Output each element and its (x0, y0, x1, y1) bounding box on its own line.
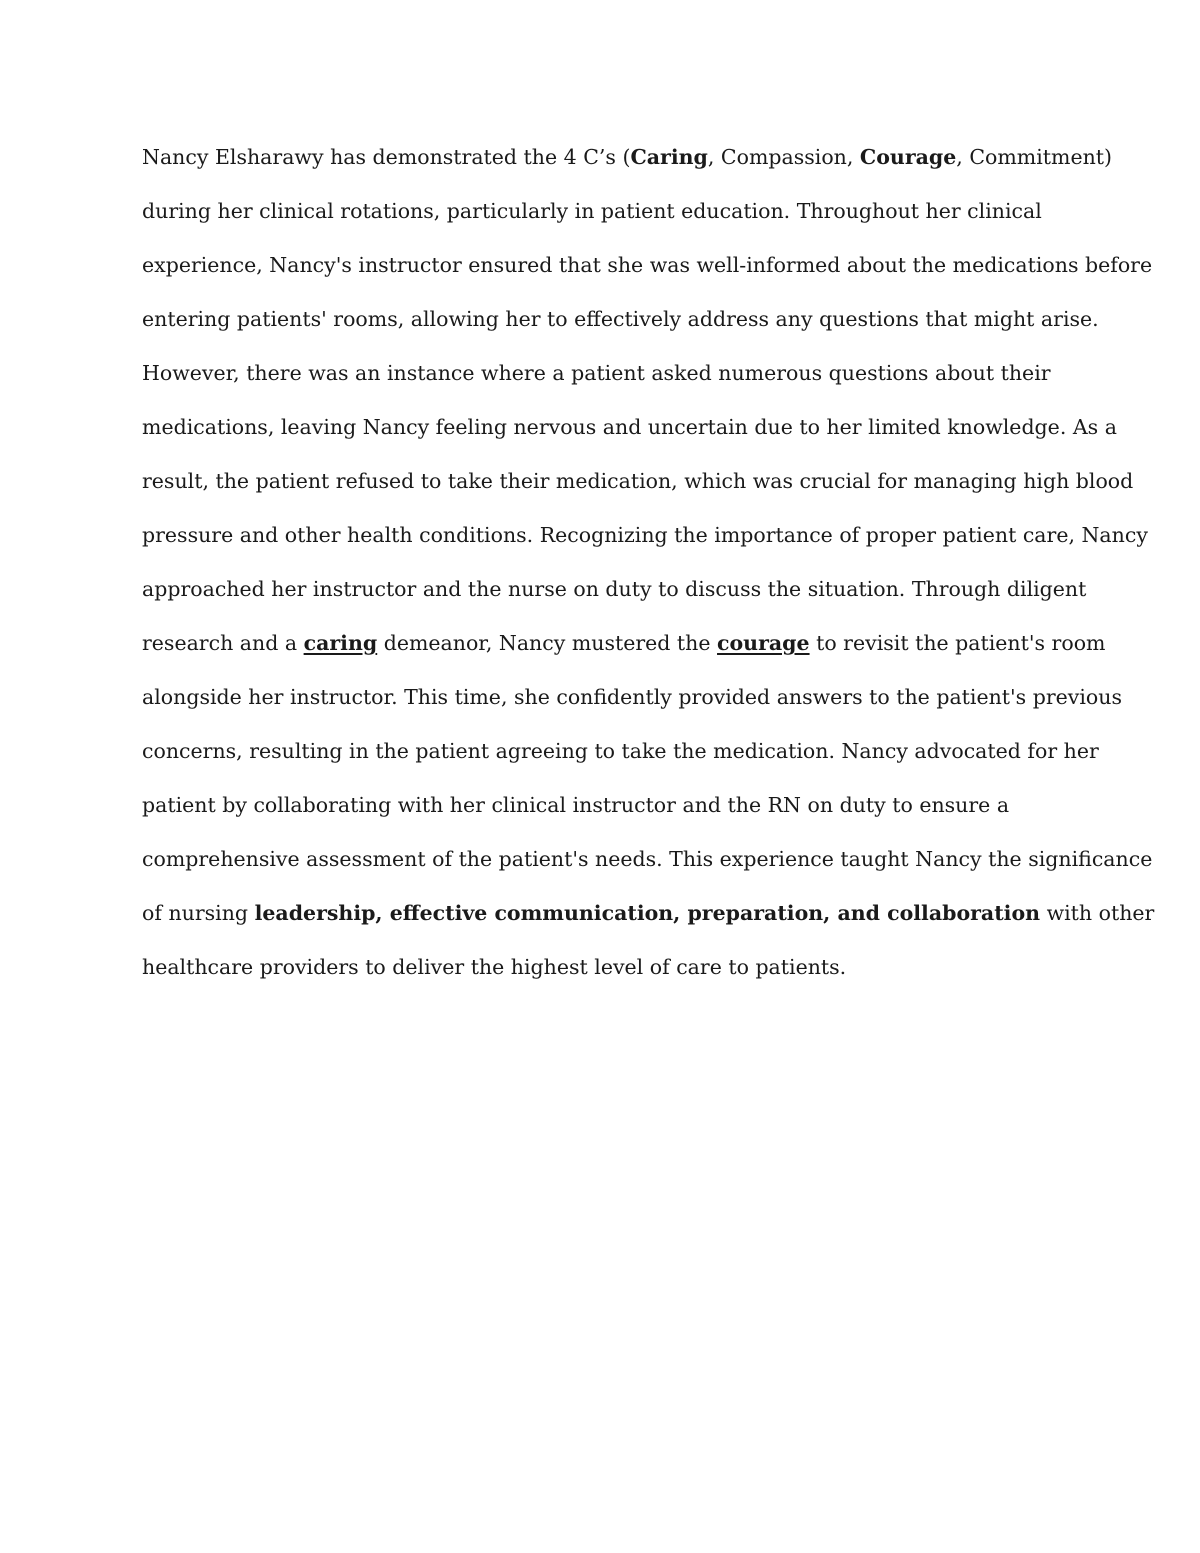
text-run: of nursing (142, 901, 255, 925)
text-run: experience, Nancy's instructor ensured that she was well-informed about the medications before (142, 253, 1153, 277)
text-line (142, 784, 1062, 838)
text-run: , Compassion, (707, 145, 860, 169)
text-line (142, 298, 1099, 352)
bold-underlined-text: caring (303, 631, 378, 655)
text-line (142, 514, 1148, 568)
text-line (142, 244, 1153, 298)
text-line (142, 406, 1117, 460)
text-line (142, 460, 1134, 514)
text-line (142, 730, 1099, 784)
text-run: patient by collaborating with her clinical instructor and the RN on duty to ensure a (142, 793, 1010, 817)
text-line (142, 136, 1113, 190)
text-run: alongside her instructor. This time, she confidently provided answers to the patient's previous (142, 685, 1122, 709)
bold-text: Courage (859, 145, 957, 169)
text-line (142, 838, 1153, 892)
text-run: Nancy Elsharawy has demonstrated the 4 C’s ( (142, 145, 631, 169)
text-run: concerns, resulting in the patient agreeing to take the medication. Nancy advocated for her (142, 739, 1099, 763)
text-run: result, the patient refused to take their medication, which was crucial for managing high blood (142, 469, 1134, 493)
text-run: healthcare providers to deliver the highest level of care to patients. (142, 955, 847, 979)
text-line (142, 190, 1062, 244)
text-run: approached her instructor and the nurse on duty to discuss the situation. Through diligent (142, 577, 1087, 601)
text-run: demeanor, Nancy mustered the (377, 631, 718, 655)
text-line (142, 946, 1062, 1000)
text-line (142, 676, 1122, 730)
text-line (142, 568, 1087, 622)
text-run: to revisit the patient's room (809, 631, 1106, 655)
bold-underlined-text: courage (717, 631, 810, 655)
text-run: with other (1040, 901, 1155, 925)
text-run: However, there was an instance where a patient asked numerous questions about their (142, 361, 1051, 385)
text-line (142, 352, 1062, 406)
text-run: entering patients' rooms, allowing her to effectively address any questions that might arise. (142, 307, 1099, 331)
text-run: medications, leaving Nancy feeling nervous and uncertain due to her limited knowledge. As a (142, 415, 1117, 439)
text-line (142, 622, 1106, 676)
text-run: research and a (142, 631, 304, 655)
text-line (142, 892, 1155, 946)
text-run: during her clinical rotations, particularly in patient education. Throughout her clinical (142, 199, 1042, 223)
text-run: pressure and other health conditions. Recognizing the importance of proper patient care, Nancy (142, 523, 1148, 547)
bold-text: leadership, effective communication, preparation, and collaboration (254, 901, 1041, 925)
document-body (142, 136, 1155, 1000)
bold-text: Caring (630, 145, 708, 169)
text-run: , Commitment) (956, 145, 1113, 169)
text-run: comprehensive assessment of the patient's needs. This experience taught Nancy the significance (142, 847, 1153, 871)
